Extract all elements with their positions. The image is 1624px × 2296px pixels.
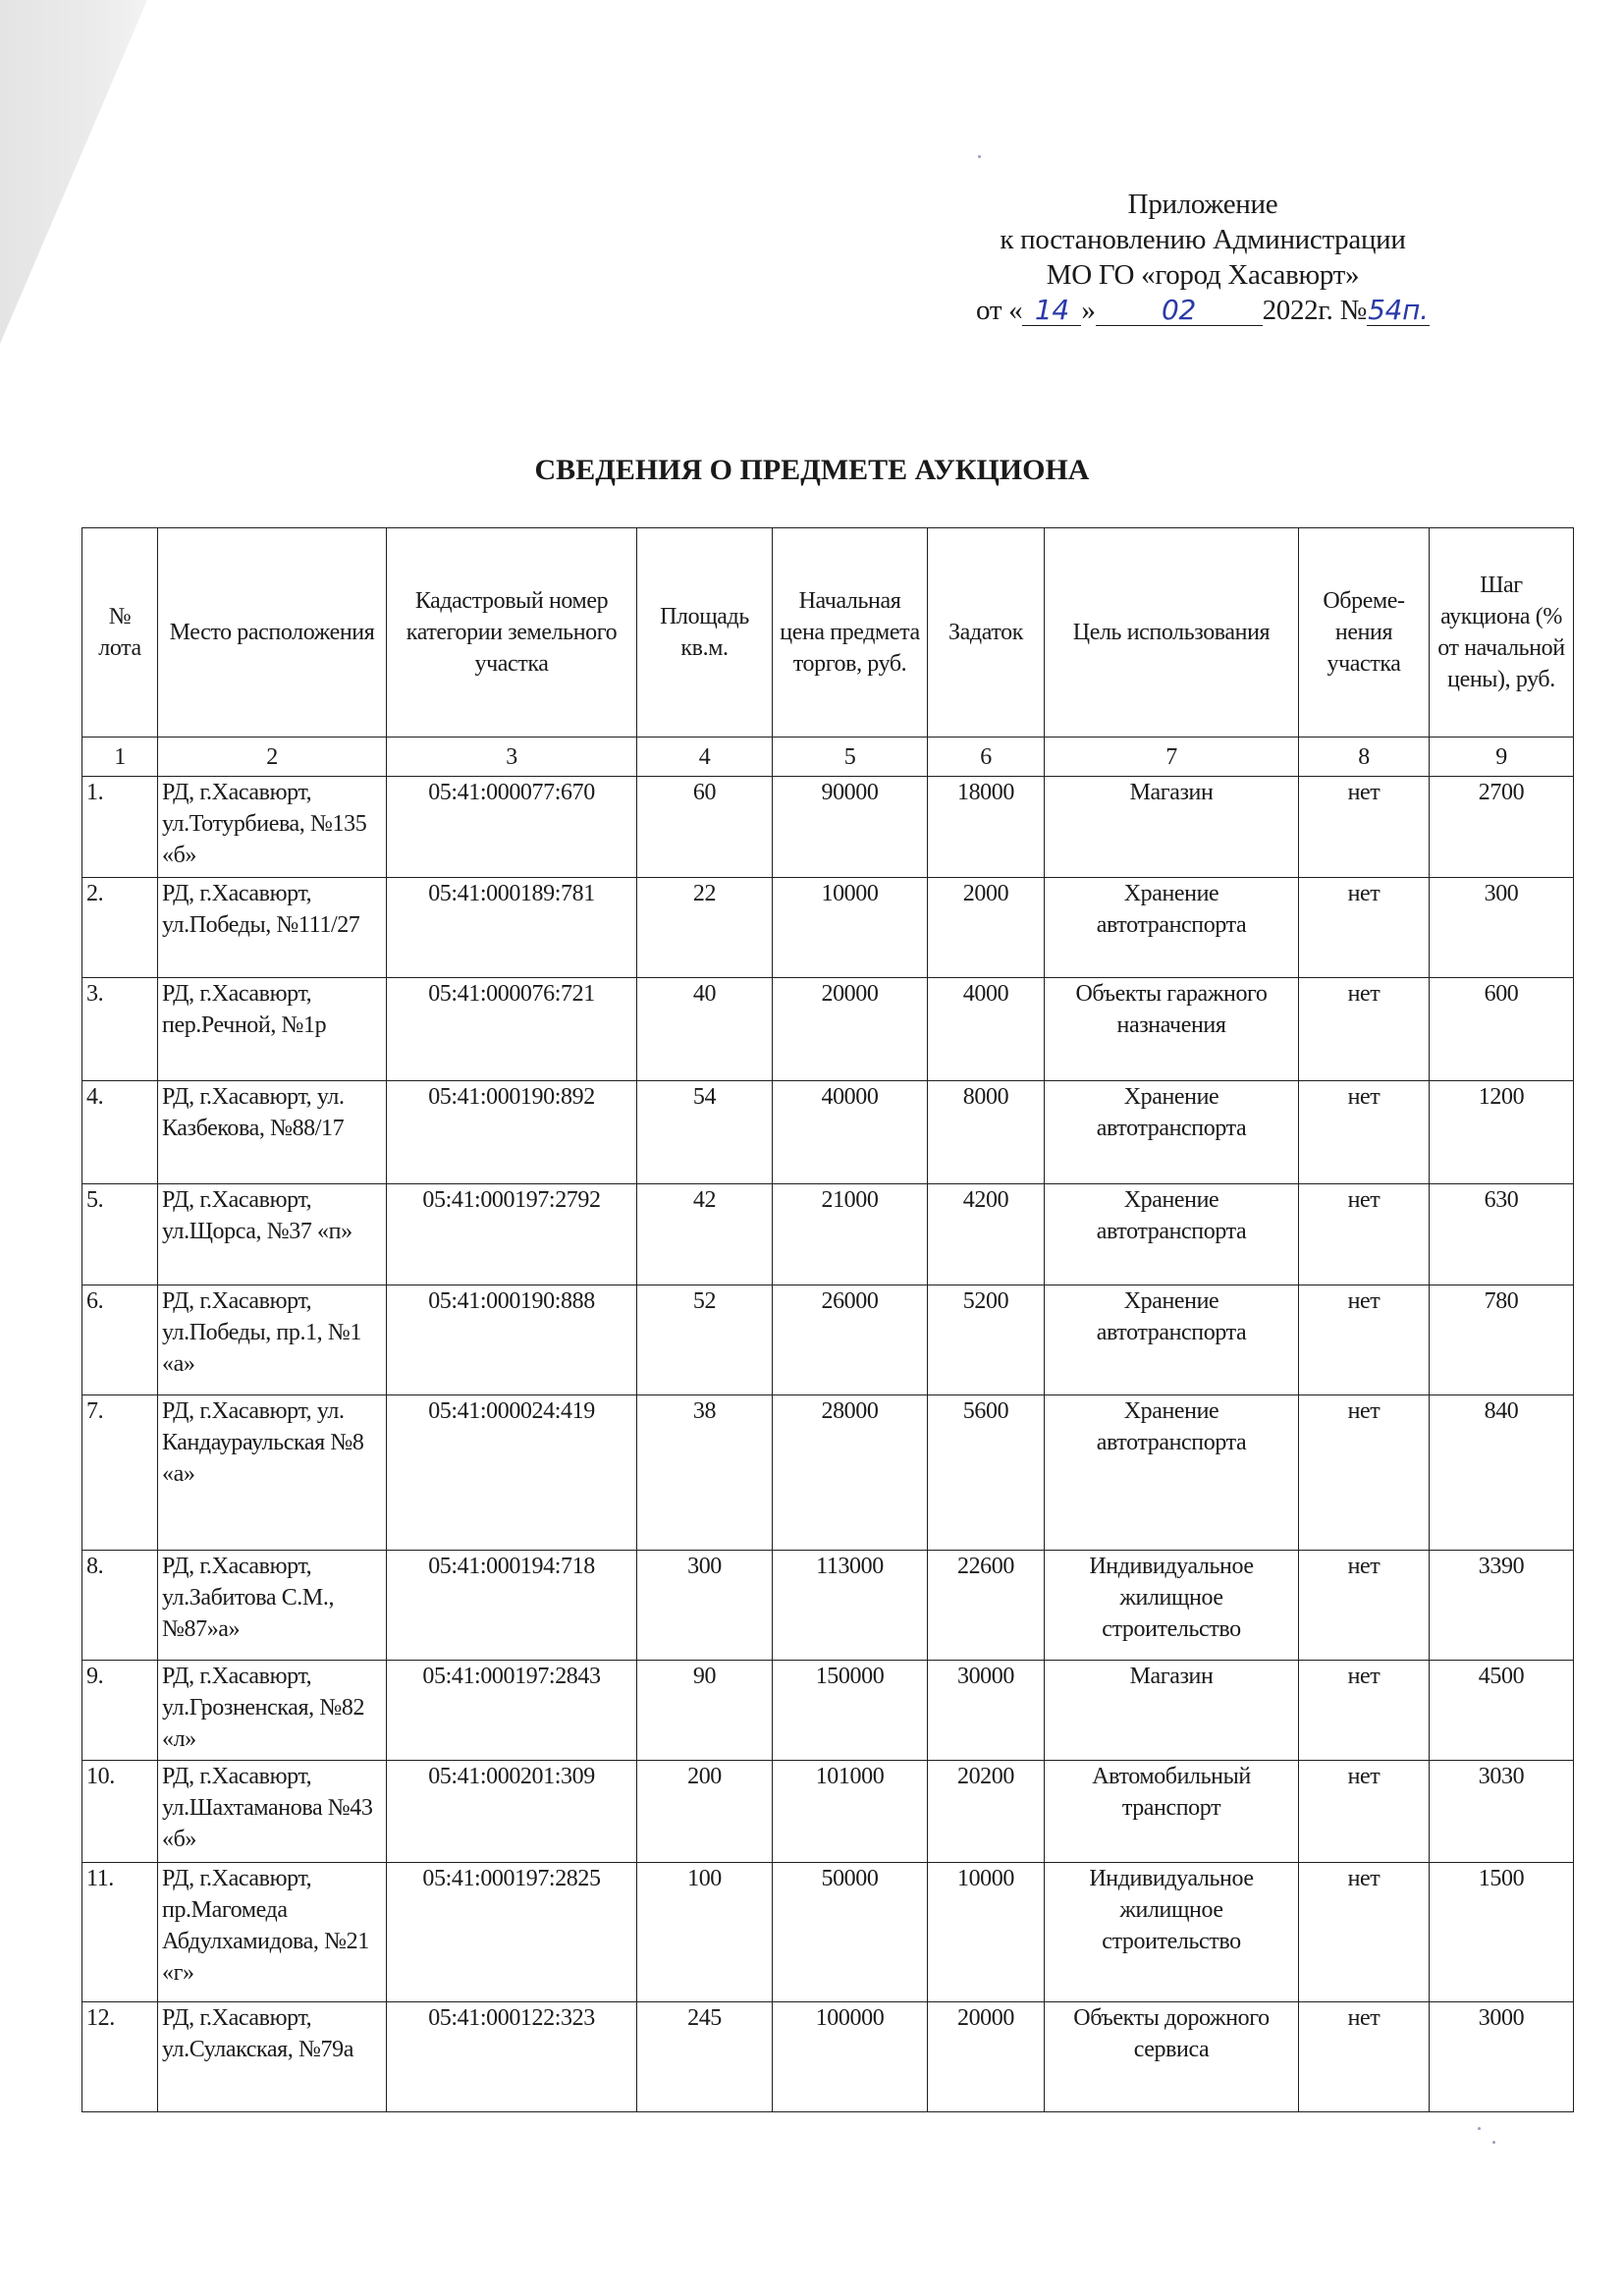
cell-step: 600 <box>1430 978 1574 1081</box>
cell-encumbrance: нет <box>1299 1661 1430 1761</box>
cell-encumbrance: нет <box>1299 1184 1430 1285</box>
table-row <box>82 878 1574 978</box>
column-number: 6 <box>928 738 1045 777</box>
auction-lots-table <box>81 527 1574 2112</box>
table-row <box>82 777 1574 878</box>
header-cadastral: Кадастровый номер категории земельного участка <box>387 528 637 738</box>
cell-deposit: 22600 <box>928 1551 1045 1661</box>
header-location: Место расположения <box>158 528 387 738</box>
table-row <box>82 2002 1574 2112</box>
appendix-header <box>884 187 1522 328</box>
date-prefix: от « <box>976 295 1023 326</box>
cell-location: РД, г.Хасавюрт, пер.Речной, №1р <box>158 978 387 1081</box>
cell-encumbrance: нет <box>1299 1395 1430 1551</box>
column-number: 4 <box>637 738 773 777</box>
cell-purpose: Хранение автотранспорта <box>1045 1184 1299 1285</box>
cell-location: РД, г.Хасавюрт, ул.Победы, пр.1, №1 «а» <box>158 1285 387 1395</box>
column-number: 9 <box>1430 738 1574 777</box>
cell-location: РД, г.Хасавюрт, ул.Забитова С.М., №87»а» <box>158 1551 387 1661</box>
cell-start-price: 20000 <box>773 978 928 1081</box>
column-number: 5 <box>773 738 928 777</box>
cell-cadastral: 05:41:000197:2843 <box>387 1661 637 1761</box>
cell-start-price: 113000 <box>773 1551 928 1661</box>
cell-location: РД, г.Хасавюрт, ул.Победы, №111/27 <box>158 878 387 978</box>
year-suffix: 2022г. № <box>1262 295 1367 326</box>
cell-area: 42 <box>637 1184 773 1285</box>
cell-location: РД, г.Хасавюрт, ул.Грозненская, №82 «л» <box>158 1661 387 1761</box>
cell-encumbrance: нет <box>1299 978 1430 1081</box>
cell-start-price: 100000 <box>773 2002 928 2112</box>
cell-encumbrance: нет <box>1299 1863 1430 2002</box>
table-row <box>82 1551 1574 1661</box>
appendix-line-1: Приложение <box>1127 189 1278 220</box>
page-title: СВЕДЕНИЯ О ПРЕДМЕТЕ АУКЦИОНА <box>534 454 1090 486</box>
cell-lot: 6. <box>82 1285 158 1395</box>
cell-deposit: 5600 <box>928 1395 1045 1551</box>
table-row <box>82 1395 1574 1551</box>
table-row <box>82 1761 1574 1863</box>
scan-speck <box>978 155 981 158</box>
table-row <box>82 978 1574 1081</box>
cell-location: РД, г.Хасавюрт, ул.Щорса, №37 «п» <box>158 1184 387 1285</box>
cell-deposit: 18000 <box>928 777 1045 878</box>
cell-start-price: 150000 <box>773 1661 928 1761</box>
cell-purpose: Индивидуальное жилищное строительство <box>1045 1863 1299 2002</box>
cell-lot: 3. <box>82 978 158 1081</box>
cell-purpose: Автомобильный транспорт <box>1045 1761 1299 1863</box>
cell-location: РД, г.Хасавюрт, ул.Сулакская, №79а <box>158 2002 387 2112</box>
cell-encumbrance: нет <box>1299 1551 1430 1661</box>
cell-purpose: Хранение автотранспорта <box>1045 1395 1299 1551</box>
cell-purpose: Объекты дорожного сервиса <box>1045 2002 1299 2112</box>
appendix-date-line <box>884 293 1522 328</box>
cell-encumbrance: нет <box>1299 777 1430 878</box>
cell-area: 90 <box>637 1661 773 1761</box>
cell-start-price: 26000 <box>773 1285 928 1395</box>
cell-area: 60 <box>637 777 773 878</box>
cell-encumbrance: нет <box>1299 2002 1430 2112</box>
cell-area: 40 <box>637 978 773 1081</box>
cell-deposit: 20000 <box>928 2002 1045 2112</box>
cell-lot: 7. <box>82 1395 158 1551</box>
cell-step: 2700 <box>1430 777 1574 878</box>
cell-start-price: 50000 <box>773 1863 928 2002</box>
header-area: Площадь кв.м. <box>637 528 773 738</box>
table-row <box>82 1661 1574 1761</box>
cell-purpose: Хранение автотранспорта <box>1045 1285 1299 1395</box>
cell-step: 630 <box>1430 1184 1574 1285</box>
cell-lot: 11. <box>82 1863 158 2002</box>
cell-cadastral: 05:41:000190:888 <box>387 1285 637 1395</box>
cell-lot: 5. <box>82 1184 158 1285</box>
table-row <box>82 1285 1574 1395</box>
cell-cadastral: 05:41:000076:721 <box>387 978 637 1081</box>
cell-cadastral: 05:41:000189:781 <box>387 878 637 978</box>
cell-cadastral: 05:41:000194:718 <box>387 1551 637 1661</box>
cell-cadastral: 05:41:000197:2825 <box>387 1863 637 2002</box>
cell-encumbrance: нет <box>1299 1761 1430 1863</box>
cell-area: 300 <box>637 1551 773 1661</box>
header-encumbrance: Обреме-нения участка <box>1299 528 1430 738</box>
cell-start-price: 21000 <box>773 1184 928 1285</box>
column-number: 8 <box>1299 738 1430 777</box>
appendix-line-2: к постановлению Администрации <box>1000 224 1406 255</box>
cell-location: РД, г.Хасавюрт, ул.Тотурбиева, №135 «б» <box>158 777 387 878</box>
cell-location: РД, г.Хасавюрт, пр.Магомеда Абдулхамидова, №21 «г» <box>158 1863 387 2002</box>
cell-encumbrance: нет <box>1299 1285 1430 1395</box>
handwritten-number: 54п. <box>1368 294 1429 326</box>
handwritten-day: 14 <box>1022 296 1081 326</box>
cell-start-price: 10000 <box>773 878 928 978</box>
cell-area: 200 <box>637 1761 773 1863</box>
header-lot-number: № лота <box>82 528 158 738</box>
scan-shadow <box>0 0 147 344</box>
cell-lot: 9. <box>82 1661 158 1761</box>
handwritten-month: 02 <box>1096 296 1263 326</box>
cell-deposit: 10000 <box>928 1863 1045 2002</box>
cell-lot: 4. <box>82 1081 158 1184</box>
table-header-row <box>82 528 1574 738</box>
cell-area: 52 <box>637 1285 773 1395</box>
cell-area: 38 <box>637 1395 773 1551</box>
column-number: 3 <box>387 738 637 777</box>
cell-purpose: Хранение автотранспорта <box>1045 878 1299 978</box>
cell-purpose: Магазин <box>1045 1661 1299 1761</box>
cell-start-price: 101000 <box>773 1761 928 1863</box>
date-mid: » <box>1081 295 1096 326</box>
cell-deposit: 2000 <box>928 878 1045 978</box>
header-deposit: Задаток <box>928 528 1045 738</box>
cell-lot: 8. <box>82 1551 158 1661</box>
cell-area: 22 <box>637 878 773 978</box>
cell-purpose: Хранение автотранспорта <box>1045 1081 1299 1184</box>
cell-location: РД, г.Хасавюрт, ул. Казбекова, №88/17 <box>158 1081 387 1184</box>
cell-deposit: 30000 <box>928 1661 1045 1761</box>
appendix-line-3: МО ГО «город Хасавюрт» <box>1046 259 1360 291</box>
cell-lot: 1. <box>82 777 158 878</box>
cell-cadastral: 05:41:000077:670 <box>387 777 637 878</box>
scan-speck <box>1492 2141 1495 2144</box>
cell-lot: 12. <box>82 2002 158 2112</box>
cell-cadastral: 05:41:000190:892 <box>387 1081 637 1184</box>
scan-speck <box>1478 2127 1481 2130</box>
cell-step: 1500 <box>1430 1863 1574 2002</box>
cell-lot: 2. <box>82 878 158 978</box>
table-row <box>82 1184 1574 1285</box>
column-number: 2 <box>158 738 387 777</box>
cell-location: РД, г.Хасавюрт, ул. Кандаураульская №8 «а» <box>158 1395 387 1551</box>
cell-deposit: 4200 <box>928 1184 1045 1285</box>
cell-cadastral: 05:41:000024:419 <box>387 1395 637 1551</box>
cell-area: 100 <box>637 1863 773 2002</box>
cell-deposit: 5200 <box>928 1285 1045 1395</box>
cell-area: 245 <box>637 2002 773 2112</box>
cell-lot: 10. <box>82 1761 158 1863</box>
table-row <box>82 1863 1574 2002</box>
cell-step: 840 <box>1430 1395 1574 1551</box>
cell-start-price: 28000 <box>773 1395 928 1551</box>
cell-step: 3030 <box>1430 1761 1574 1863</box>
cell-purpose: Индивидуальное жилищное строительство <box>1045 1551 1299 1661</box>
cell-step: 4500 <box>1430 1661 1574 1761</box>
cell-step: 1200 <box>1430 1081 1574 1184</box>
cell-step: 780 <box>1430 1285 1574 1395</box>
cell-start-price: 90000 <box>773 777 928 878</box>
cell-area: 54 <box>637 1081 773 1184</box>
cell-cadastral: 05:41:000197:2792 <box>387 1184 637 1285</box>
cell-purpose: Объекты гаражного назначения <box>1045 978 1299 1081</box>
cell-step: 3000 <box>1430 2002 1574 2112</box>
table-row <box>82 1081 1574 1184</box>
cell-start-price: 40000 <box>773 1081 928 1184</box>
header-purpose: Цель использования <box>1045 528 1299 738</box>
cell-encumbrance: нет <box>1299 1081 1430 1184</box>
header-start-price: Начальная цена предмета торгов, руб. <box>773 528 928 738</box>
cell-deposit: 8000 <box>928 1081 1045 1184</box>
column-number-row <box>82 738 1574 777</box>
cell-location: РД, г.Хасавюрт, ул.Шахтаманова №43 «б» <box>158 1761 387 1863</box>
cell-deposit: 4000 <box>928 978 1045 1081</box>
column-number: 1 <box>82 738 158 777</box>
cell-deposit: 20200 <box>928 1761 1045 1863</box>
column-number: 7 <box>1045 738 1299 777</box>
cell-cadastral: 05:41:000122:323 <box>387 2002 637 2112</box>
cell-step: 300 <box>1430 878 1574 978</box>
cell-cadastral: 05:41:000201:309 <box>387 1761 637 1863</box>
cell-purpose: Магазин <box>1045 777 1299 878</box>
cell-step: 3390 <box>1430 1551 1574 1661</box>
header-auction-step: Шаг аукциона (% от начальной цены), руб. <box>1430 528 1574 738</box>
cell-encumbrance: нет <box>1299 878 1430 978</box>
